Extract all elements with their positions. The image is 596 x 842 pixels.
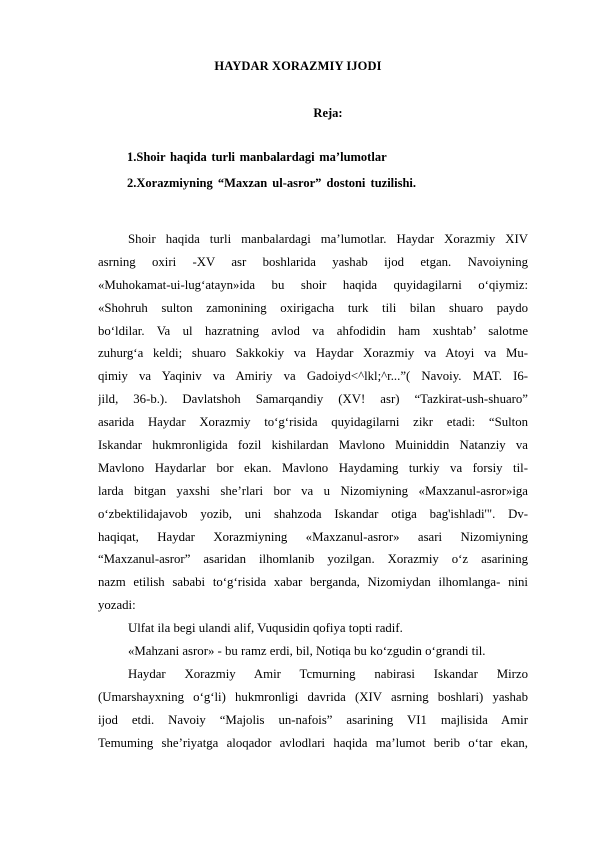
paragraph-line: jild, 36-b.). Davlatshoh Samarqandiy (XV! asr) “Tazkirat-ush-shuaro” — [98, 392, 528, 407]
paragraph-line: o‘zbektilidajavob yozib, uni shahzoda Iskandar otiga bag'ishladi'". Dv- — [98, 506, 528, 521]
paragraph-line: ijod etdi. Navoiy “Majolis un-nafois” asarining VI1 majlisida Amir — [98, 712, 528, 727]
paragraph-line: (Umarshayxning o‘g‘li) hukmronligi davrida (XIV asrning boshlari) yashab — [98, 689, 528, 704]
paragraph-line: Shoir haqida turli manbalardagi ma’lumotlar. Haydar Xorazmiy XIV — [128, 232, 528, 246]
body-text — [98, 228, 528, 754]
paragraph-line: haqiqat, Haydar Xorazmiyning «Maxzanul-asror» asari Nizomiyning — [98, 529, 528, 544]
plan-heading: Reja: — [313, 106, 343, 120]
plan-item-2: 2.Xorazmiyning “Maxzan ul-asror” dostoni tuzilishi. — [127, 176, 417, 190]
paragraph-line: «Shohruh sulton zamonining oxirigacha turk tili bilan shuaro paydo — [98, 300, 528, 315]
paragraph-line: nazm etilish sababi to‘g‘risida xabar berganda, Nizomiydan ilhomlanga- nini — [98, 575, 528, 590]
plan-item-1: 1.Shoir haqida turli manbalardagi ma’lumotlar — [127, 150, 387, 164]
paragraph-line: larda bitgan yaxshi she’rlari bor va u Nizomiyning «Maxzanul-asror»iga — [98, 483, 528, 498]
paragraph-line: «Muhokamat-ui-lug‘atayn»ida bu shoir haqida quyidagilarni o‘qiymiz: — [98, 277, 528, 292]
document-title: HAYDAR XORAZMIY IJODI — [214, 59, 382, 73]
paragraph-line: Iskandar hukmronligida fozil kishilardan Mavlono Muiniddin Natanziy va — [98, 438, 528, 453]
paragraph-line: zuhurg‘a keldi; shuaro Sakkokiy va Haydar Xorazmiy va Atoyi va Mu- — [98, 346, 528, 361]
paragraph-line: Haydar Xorazmiy Amir Tcmurning nabirasi Iskandar Mirzo — [128, 666, 528, 681]
paragraph-line: asrning oxiri -XV asr boshlarida yashab ijod etgan. Navoiyning — [98, 254, 528, 269]
paragraph-line: qimiy va Yaqiniv va Amiriy va Gadoiyd<^lkl;^r...”( Navoiy. MAT. I6- — [98, 369, 528, 384]
paragraph-line: Mavlono Haydarlar bor ekan. Mavlono Haydaming turkiy va forsiy til- — [98, 460, 528, 475]
verse-line: «Mahzani asror» - bu ramz erdi, bil, Notiqa bu ko‘zgudin o‘grandi til. — [128, 644, 486, 659]
paragraph-line: bo‘ldilar. Va ul hazratning avlod va ahfodidin ham xushtab’ salotme — [98, 323, 528, 338]
paragraph-line: asarida Haydar Xorazmiy to‘g‘risida quyidagilarni zikr etadi: “Sulton — [98, 415, 528, 430]
paragraph-line: Temuming she’riyatga aloqador avlodlari haqida ma’lumot berib o‘tar ekan, — [98, 735, 528, 750]
verse-line: Ulfat ila begi ulandi alif, Vuqusidin qofiya topti radif. — [128, 621, 403, 636]
paragraph-line: “Maxzanul-asror” asaridan ilhomlanib yozilgan. Xorazmiy o‘z asarining — [98, 552, 528, 567]
paragraph-line: yozadi: — [98, 598, 136, 613]
